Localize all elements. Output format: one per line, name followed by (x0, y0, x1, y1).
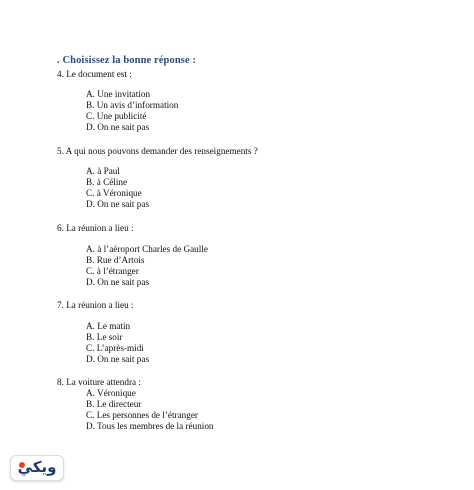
question-4: 4. Le document est : (57, 69, 132, 79)
option-8c: C. Les personnes de l’étranger (86, 410, 198, 420)
option-6c: C. à l’étranger (86, 266, 139, 276)
question-6-options (86, 244, 208, 288)
logo-text: ويكي (17, 458, 57, 476)
option-5c: C. à Véronique (86, 188, 142, 198)
option-7c: C. L’après-midi (86, 343, 144, 353)
option-4c: C. Une publicité (86, 111, 147, 121)
option-6a: A. à l’aéroport Charles de Gaulle (86, 244, 208, 254)
question-8: 8. La voiture attendra : (57, 377, 141, 387)
question-5-options (86, 166, 149, 210)
question-5: 5. A qui nous pouvons demander des renseignements ? (57, 146, 258, 156)
question-7-options (86, 321, 149, 365)
wiki-logo-watermark (10, 455, 64, 481)
section-heading: . Choisissez la bonne réponse : (57, 55, 197, 66)
question-4-options (86, 89, 178, 133)
option-5b: B. à Céline (86, 177, 128, 187)
option-4b: B. Un avis d’information (86, 100, 179, 110)
question-8-options (86, 388, 214, 432)
option-7a: A. Le matin (86, 321, 131, 331)
option-4a: A. Une invitation (86, 89, 151, 99)
option-7b: B. Le soir (86, 332, 123, 342)
option-5a: A. à Paul (86, 166, 120, 176)
option-6d: D. On ne sait pas (86, 277, 150, 287)
option-5d: D. On ne sait pas (86, 199, 150, 209)
option-4d: D. On ne sait pas (86, 122, 150, 132)
question-6: 6. La réunion a lieu : (57, 223, 134, 233)
option-8d: D. Tous les membres de la réunion (86, 421, 214, 431)
option-7d: D. On ne sait pas (86, 354, 150, 364)
question-7: 7. La réunion a lieu : (57, 300, 134, 310)
option-8a: A. Véronique (86, 388, 136, 398)
option-8b: B. Le directeur (86, 399, 142, 409)
option-6b: B. Rue d’Artois (86, 255, 145, 265)
